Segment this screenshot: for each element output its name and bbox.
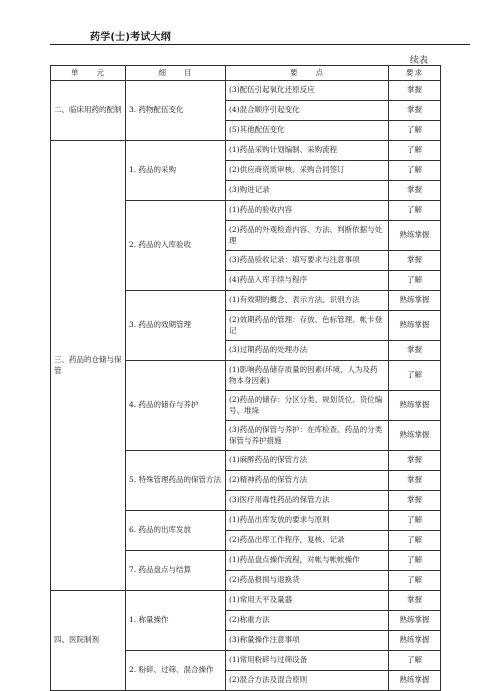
requirement-cell: 熟练掌握	[389, 611, 441, 631]
table-header-row	[51, 66, 441, 81]
unit-cell: 二、临床用药的配制	[51, 81, 126, 141]
item-cell: 2. 药品的入库验收	[126, 201, 226, 291]
point-cell: (3)称量操作注意事项	[226, 631, 389, 651]
point-cell: (3)配伍引起氧化还原反应	[226, 81, 389, 101]
unit-cell: 三、药品的仓储与保管	[51, 141, 126, 591]
requirement-cell: 了解	[389, 571, 441, 591]
requirement-cell: 掌握	[389, 341, 441, 361]
item-cell: 5. 特殊管理药品的保管方法	[126, 451, 226, 511]
point-cell: (2)混合方法及混合原则	[226, 671, 389, 691]
requirement-cell: 了解	[389, 121, 441, 141]
item-cell: 4. 药品的储存与养护	[126, 361, 226, 451]
point-cell: (2)供应商资质审核、采购合同签订	[226, 161, 389, 181]
point-cell: (1)药品出库发放的要求与原则	[226, 511, 389, 531]
unit-cell: 四、医院制剂	[51, 591, 126, 691]
requirement-cell: 了解	[389, 271, 441, 291]
item-cell: 3. 药物配伍变化	[126, 81, 226, 141]
item-cell: 1. 称量操作	[126, 591, 226, 651]
requirement-cell: 掌握	[389, 251, 441, 271]
point-cell: (1)影响药品储存质量的因素(环境、人为及药物本身因素)	[226, 361, 389, 391]
point-cell: (2)药品的外观检查内容、方法、判断依据与处理	[226, 221, 389, 251]
header-rule	[50, 44, 470, 45]
point-cell: (3)药品验收记录：填写要求与注意事项	[226, 251, 389, 271]
requirement-cell: 熟练掌握	[389, 221, 441, 251]
point-cell: (1)药品的验收内容	[226, 201, 389, 221]
point-cell: (3)药品的保管与养护：在库检查、药品的分类保管与养护措施	[226, 421, 389, 451]
requirement-cell: 掌握	[389, 491, 441, 511]
point-cell: (2)效期药品的管理：存放、色标管理、帐卡登记	[226, 311, 389, 341]
column-header-point: 要 点	[226, 66, 389, 81]
requirement-cell: 熟练掌握	[389, 311, 441, 341]
point-cell: (1)常用天平及量器	[226, 591, 389, 611]
requirement-cell: 了解	[389, 201, 441, 221]
requirement-cell: 熟练掌握	[389, 391, 441, 421]
requirement-cell: 掌握	[389, 451, 441, 471]
point-cell: (3)购进记录	[226, 181, 389, 201]
point-cell: (3)过期药品的处理办法	[226, 341, 389, 361]
table-row	[51, 81, 441, 101]
requirement-cell: 掌握	[389, 471, 441, 491]
requirement-cell: 掌握	[389, 101, 441, 121]
point-cell: (2)精神药品的保管方法	[226, 471, 389, 491]
requirement-cell: 熟练掌握	[389, 291, 441, 311]
syllabus-table	[50, 65, 441, 691]
requirement-cell: 了解	[389, 361, 441, 391]
point-cell: (3)医疗用毒性药品的保管方法	[226, 491, 389, 511]
requirement-cell: 掌握	[389, 181, 441, 201]
point-cell: (2)药品出库工作程序，复核、记录	[226, 531, 389, 551]
column-header-requirement: 要求	[389, 66, 441, 81]
continued-label: 续表	[409, 56, 428, 66]
column-header-unit: 单 元	[51, 66, 126, 81]
point-cell: (1)药品采购计划编制、采购流程	[226, 141, 389, 161]
table-row	[51, 141, 441, 161]
requirement-cell: 了解	[389, 511, 441, 531]
item-cell: 7. 药品盘点与结算	[126, 551, 226, 591]
point-cell: (2)药品的储存：分区分类、规划货位、货位编号、堆垛	[226, 391, 389, 421]
requirement-cell: 熟练掌握	[389, 631, 441, 651]
requirement-cell: 掌握	[389, 591, 441, 611]
requirement-cell: 了解	[389, 161, 441, 181]
item-cell: 1. 药品的采购	[126, 141, 226, 201]
point-cell: (2)药品报损与退换货	[226, 571, 389, 591]
requirement-cell: 了解	[389, 531, 441, 551]
point-cell: (5)其他配伍变化	[226, 121, 389, 141]
point-cell: (1)麻醉药品的保管方法	[226, 451, 389, 471]
column-header-item: 细 目	[126, 66, 226, 81]
requirement-cell: 熟练掌握	[389, 671, 441, 691]
requirement-cell: 了解	[389, 141, 441, 161]
item-cell: 6. 药品的出库发放	[126, 511, 226, 551]
requirement-cell: 了解	[389, 651, 441, 671]
point-cell: (1)常用粉碎与过筛设备	[226, 651, 389, 671]
item-cell: 3. 药品的效期管理	[126, 291, 226, 361]
table-row	[51, 591, 441, 611]
requirement-cell: 了解	[389, 551, 441, 571]
point-cell: (1)药品盘点操作流程，对帐与帐帐操作	[226, 551, 389, 571]
point-cell: (1)有效期的概念、表示方法、识别方法	[226, 291, 389, 311]
point-cell: (4)混合顺序引起变化	[226, 101, 389, 121]
requirement-cell: 掌握	[389, 81, 441, 101]
requirement-cell: 熟练掌握	[389, 421, 441, 451]
point-cell: (2)称重方法	[226, 611, 389, 631]
point-cell: (4)药品入库手续与程序	[226, 271, 389, 291]
item-cell: 2. 粉碎、过筛、混合操作	[126, 651, 226, 691]
running-header-title: 药学(士)考试大纲	[90, 32, 171, 43]
